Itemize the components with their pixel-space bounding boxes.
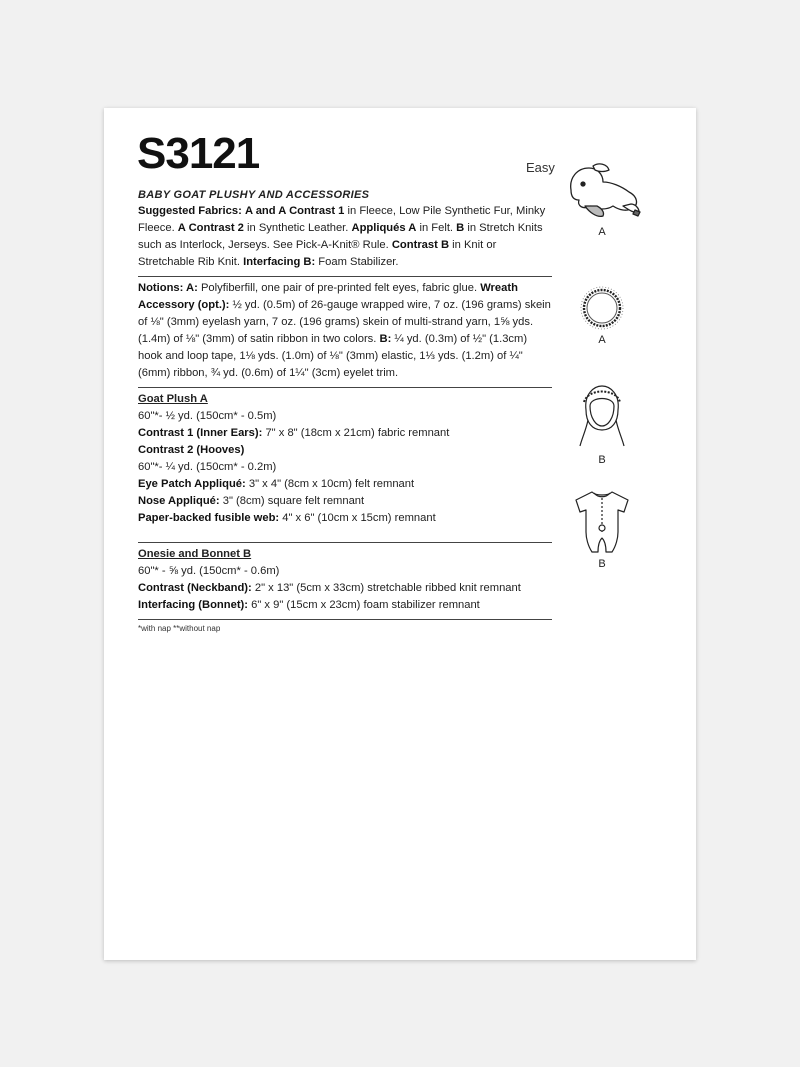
goat-plush-icon: [563, 160, 641, 222]
fabric-requirements: [138, 188, 552, 635]
view-goat-plush: [562, 160, 642, 238]
divider: [138, 276, 552, 277]
footnote: *with nap **without nap: [138, 624, 221, 633]
view-label: A: [598, 334, 606, 346]
onesie-icon: [572, 488, 632, 554]
yardage-line: 60"*- ¼ yd. (150cm* - 0.2m): [138, 461, 277, 473]
divider: [138, 542, 552, 543]
yardage-line: 60"*- ½ yd. (150cm* - 0.5m): [138, 410, 277, 422]
pattern-number: S3121: [137, 129, 260, 178]
pattern-envelope-back: [104, 108, 696, 960]
difficulty-label: Easy: [526, 160, 555, 175]
view-wreath: [562, 286, 642, 346]
divider: [138, 619, 552, 620]
contrast-b-label: Contrast B: [391, 239, 450, 251]
interfacing-b-label: Interfacing B:: [243, 256, 316, 268]
goat-plush-heading: Goat Plush A: [138, 393, 208, 405]
goat-plush-section: [138, 391, 552, 527]
wreath-icon: [580, 286, 624, 330]
view-label: A: [598, 226, 606, 238]
notions-label: Notions: A:: [138, 282, 198, 294]
view-label: B: [598, 454, 606, 466]
suggested-fabrics: Suggested Fabrics: A and A Contrast 1 in Fleece, Low Pile Synthetic Fur, Minky Fleece. A Contrast 2 in Synthetic Leather. Appliqués A in Felt. B in Stretch Knits such as Interlock, Jerseys. See Pick-A-Knit® Rule. Contrast B in Knit or Stretchable Rib Knit. Interfacing B: Foam Stabilizer.: [138, 205, 546, 268]
yardage-line: Contrast (Neckband): 2" x 13" (5cm x 33cm) stretchable ribbed knit remnant: [138, 582, 521, 594]
suggested-fabrics-label: Suggested Fabrics:: [138, 205, 242, 217]
yardage-line: Paper-backed fusible web: 4" x 6" (10cm x 15cm) remnant: [138, 512, 436, 524]
divider: [138, 387, 552, 388]
onesie-heading: Onesie and Bonnet B: [138, 548, 252, 560]
fabric-b-label: B: [456, 222, 465, 234]
notions-b-label: B:: [379, 333, 392, 345]
pattern-title: BABY GOAT PLUSHY AND ACCESSORIES: [138, 189, 370, 201]
notions: Notions: A: Polyfiberfill, one pair of pre-printed felt eyes, fabric glue. Wreath Accessory (opt.): ½ yd. (0.5m) of 26-gauge wrapped wire, 7 oz. (196 grams) skein of ⅛" (3mm) eyelash yarn, 7 oz. (196 grams) skein of multi-strand yarn, 1⅝ yds. (1.4m) of ⅛" (3mm) of satin ribbon in two colors. B: ¼ yd. (0.3m) of ½" (1.3cm) hook and loop tape, 1⅛ yds. (1.0m) of ⅛" (3mm) elastic, 1⅓ yds. (1.2m) of ¼" (6mm) ribbon, ¾ yd. (0.6m) of 1¼" (3cm) eyelet trim.: [138, 282, 551, 379]
contrast2-label: A Contrast 2: [177, 222, 244, 234]
yardage-line: Nose Appliqué: 3" (8cm) square felt remnant: [138, 495, 365, 507]
view-onesie: [562, 488, 642, 570]
fabric-a-label: A and A Contrast 1: [244, 205, 345, 217]
yardage-line: 60"* - ⅝ yd. (150cm* - 0.6m): [138, 565, 280, 577]
onesie-section: [138, 546, 552, 614]
yardage-line: Interfacing (Bonnet): 6" x 9" (15cm x 23cm) foam stabilizer remnant: [138, 599, 480, 611]
yardage-line: Contrast 1 (Inner Ears): 7" x 8" (18cm x 21cm) fabric remnant: [138, 427, 450, 439]
yardage-line: Contrast 2 (Hooves): [138, 444, 245, 456]
view-label: B: [598, 558, 606, 570]
view-bonnet: [562, 380, 642, 466]
yardage-line: Eye Patch Appliqué: 3" x 4" (8cm x 10cm) felt remnant: [138, 478, 415, 490]
bonnet-icon: [572, 380, 632, 450]
wreath-accessory-label: Wreath Accessory (opt.):: [138, 282, 518, 311]
appliques-label: Appliqués A: [351, 222, 417, 234]
